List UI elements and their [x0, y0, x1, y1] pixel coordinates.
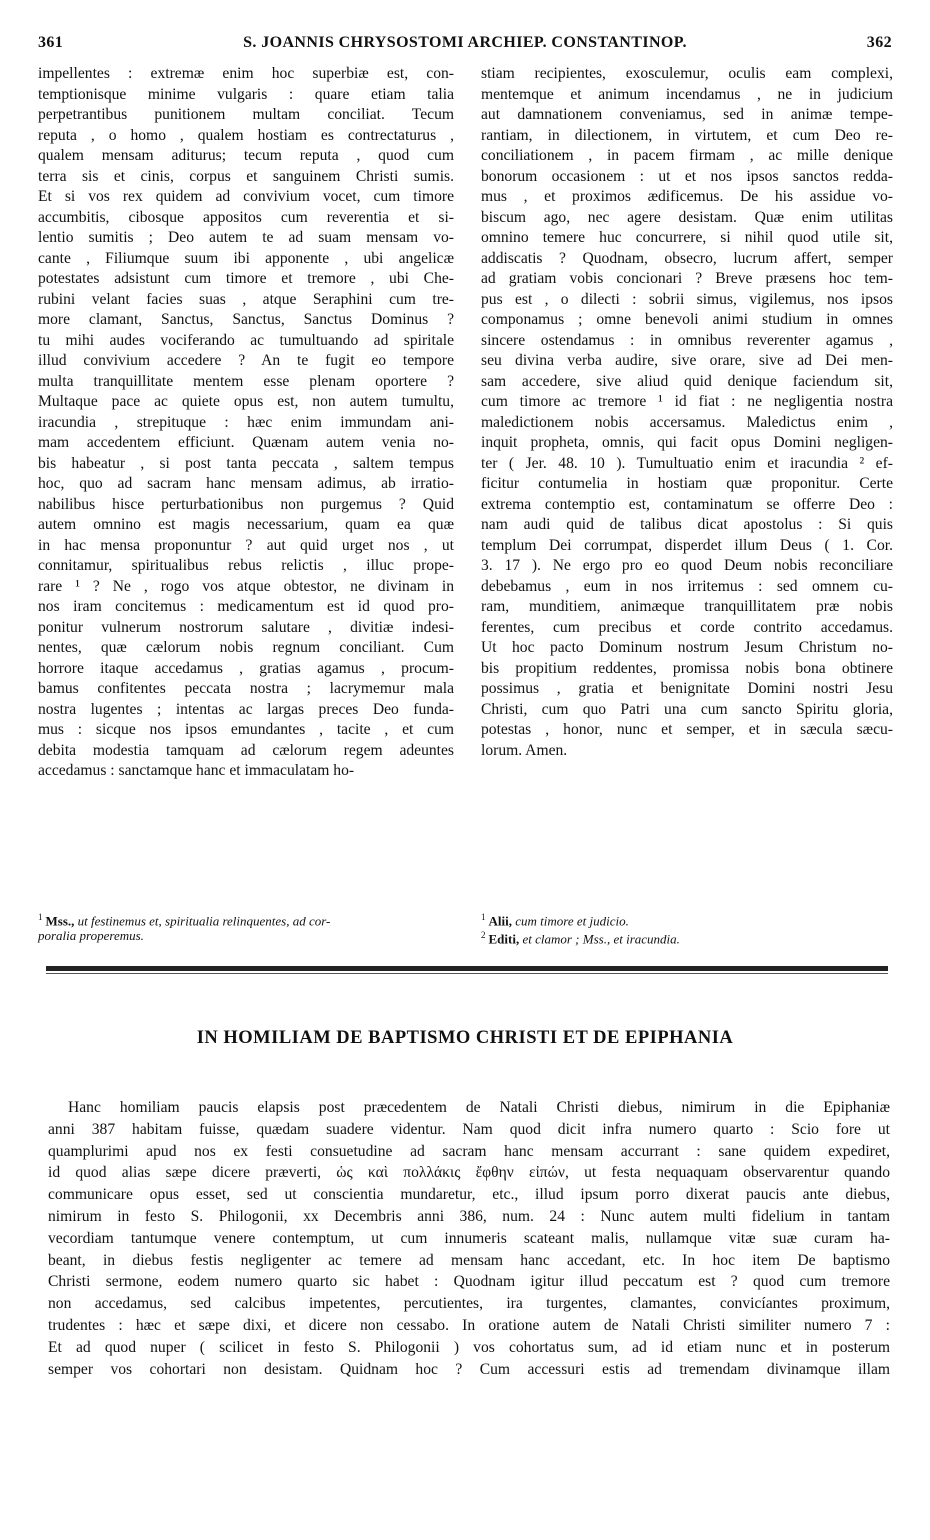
section-divider-thin	[46, 973, 888, 974]
text-line: nostra lugentes ; intentas ac largas preces Deo funda-	[38, 700, 454, 718]
footnote-text: ut festinemus et, spiritualia relinquentes, ad cor-	[77, 913, 331, 929]
section-divider	[46, 966, 888, 971]
text-line: bamus confitentes peccata nostra ; lacrymemur mala	[38, 680, 454, 697]
text-line: inquit propheta, omnis, qui facit opus Domini negligen-	[481, 434, 893, 451]
text-line: nentes, quæ cælorum nobis regnum conciliant. Cum	[38, 639, 454, 656]
text-line: perpetrantibus punitionem multam conciliat. Tecum	[38, 106, 454, 123]
text-line: ferentes, cum precibus et corde contrito accedamus.	[481, 618, 893, 636]
text-line: accumbitis, cibosque appositos cum reverentia et si-	[38, 208, 454, 226]
page-number-right: 362	[866, 34, 892, 51]
intro-line: id quod alias sæpe dicere præverti, ὡς καὶ πολλάκις ἔφθην εἰπών, ut festa nequaquam observarentur quando	[48, 1164, 890, 1182]
text-line: nam audi quid de talibus dicat apostolus : Si quis	[481, 516, 893, 533]
intro-line: non accedamus, sed calcibus impetentes, percutientes, ira turgentes, clamantes, convicíantes proximum,	[48, 1295, 890, 1313]
text-line: Christi, cum quo Patri una cum sancto Spiritu gloria,	[481, 700, 893, 718]
footnote-number: 1	[38, 912, 43, 922]
text-line: cum timore ac tremore ¹ id fiat : ne negligentia nostra	[481, 393, 893, 410]
text-line: sincere ostendamus : in omnibus reverenter agamus ,	[481, 331, 893, 349]
text-line: impellentes : extremæ enim hoc superbiæ est, con-	[38, 65, 454, 82]
text-line: bis propitium reddentes, promissa nobis bona obtinere	[481, 659, 893, 677]
text-line: lorum. Amen.	[481, 741, 568, 759]
text-line: seu divina verba audire, sive orare, sive ad Dei men-	[481, 352, 893, 369]
text-line: aut damnationem conveniamus, sed in animæ tempe-	[481, 106, 893, 123]
right-column	[481, 64, 893, 761]
text-line: componamus ; omne benevoli animi studium in omnes	[481, 311, 893, 328]
text-line: conciliationem , in pacem firmam , ac mille denique	[481, 147, 893, 164]
footnotes-left	[38, 910, 454, 943]
text-line: extrema contemptio est, contaminatum se offerre Deo :	[481, 495, 893, 513]
text-line: iracundia , strepituque : hæc enim immundam ani-	[38, 413, 454, 431]
intro-line: vecordiam tantumque venere contemptum, ut cum innumeris scateant malis, nullamque vitæ suæ curam ha-	[48, 1229, 890, 1247]
text-line: rubini velant facies suas , atque Seraphini cum tre-	[38, 290, 454, 308]
footnote	[481, 928, 893, 946]
text-line: accedamus : sanctamque hanc et immaculatam ho-	[38, 762, 355, 779]
text-line: omnino temere huc concurrere, si nihil quod utile sit,	[481, 229, 893, 246]
footnote	[38, 910, 454, 928]
text-line: debebamus , eum in nos irritemus : sed omnem cu-	[481, 577, 893, 595]
intro-line: nimirum in festo S. Philogonii, xx Decembris anni 386, num. 24 : Nunc autem multi fidelium in tantam	[48, 1207, 890, 1225]
text-line: potestates adsistunt cum timore et tremore , ubi Che-	[38, 270, 454, 287]
text-line: mus , et proximos ædificemus. De his assidue vo-	[481, 188, 893, 205]
text-line: Ut hoc pacto Dominum nostrum Jesum Christum no-	[481, 639, 893, 656]
intro-line: quamplurimi apud nos ex festi consuetudine ad sacram hanc mensam accurrant : sane quidem expediret,	[48, 1142, 890, 1160]
text-line: lentio sumitis ; Deo autem te ad suam mensam vo-	[38, 229, 454, 246]
footnote	[38, 928, 454, 943]
footnote-number: 2	[481, 930, 486, 941]
text-line: horrore itaque accedamus , gratias agamus , procum-	[38, 659, 454, 677]
text-line: more clamant, Sanctus, Sanctus, Sanctus Dominus ?	[38, 311, 454, 328]
text-line: bis habeatur , si post tanta peccata , saltem tempus	[38, 454, 454, 472]
running-title: S. JOANNIS CHRYSOSTOMI ARCHIEP. CONSTANTINOP.	[243, 34, 687, 51]
text-line: ponitur vulnerum nostrorum salutare , divitiæ indesi-	[38, 618, 454, 636]
text-line: mam accedentem efficiunt. Quænam autem venia no-	[38, 434, 454, 451]
text-line: hoc, quo ad sacram hanc mensam adimus, ab irratio-	[38, 475, 454, 492]
text-line: rare ¹ ? Ne , rogo vos atque obtestor, ne divinam in	[38, 577, 454, 595]
intro-line: trudentes : hæc et sæpe dixi, et dicere non cessabo. In oratione autem de Natali Christi similiter numero 7 :	[48, 1316, 890, 1334]
text-line: in hac mensa proponuntur ? aut quid urget nos , ut	[38, 536, 454, 554]
text-line: maledictionem nobis accersamus. Maledictus enim ,	[481, 413, 893, 431]
text-line: terra sis et cinis, corpus et sanguinem Christi sumis.	[38, 167, 454, 185]
text-line: sam accedere, sive aliud quid denique faciendum sit,	[481, 372, 893, 390]
text-line: illud convivium accedere ? An te fugit eo tempore	[38, 352, 454, 369]
intro-line: anni 387 habitam fuisse, quædam suadere videntur. Nam quod dicit infra numero quarto : Scio fore ut	[48, 1120, 890, 1138]
footnote-text: et clamor ; Mss., et iracundia.	[522, 931, 680, 947]
footnotes-right	[481, 910, 893, 947]
text-line: Et si vos rex quidem ad convivium vocet, cum timore	[38, 188, 454, 205]
footnote-source: Mss.,	[45, 913, 78, 929]
text-line: potestas , honor, nunc et semper, et in sæcula sæcu-	[481, 721, 893, 738]
page-number-left: 361	[38, 34, 64, 51]
intro-line: Christi sermone, eodem numero quarto sic habet : Quodnam igitur illud peccatum est ? quod cum tremore	[48, 1273, 890, 1291]
text-line: debita modestia tamquam ad cælorum regem adeuntes	[38, 741, 454, 759]
text-line: possimus , gratia et benignitate Domini nostri Jesu	[481, 680, 893, 697]
page-header	[38, 34, 892, 58]
text-line: autem omnino est magis necessarium, quam ea quæ	[38, 516, 454, 533]
text-line: Multaque pace ac quiete opus est, non autem tumultu,	[38, 393, 454, 410]
text-line: 3. 17 ). Ne ergo pro eo quod Deum nobis reconciliare	[481, 557, 893, 574]
text-line: multa tranquillitate mentem esse plenam oportere ?	[38, 372, 454, 390]
text-line: qualem mensam aditurus; tecum reputa , quod cum	[38, 147, 454, 164]
text-line: bonorum occasionem : ut et nos ipsos sanctos redda-	[481, 167, 893, 185]
text-line: ter ( Jer. 48. 10 ). Tumultuatio enim et iracundia ² ef-	[481, 454, 893, 472]
footnote-source: Editi,	[488, 931, 523, 947]
intro-line: Hanc homiliam paucis elapsis post præcedentem de Natali Christi diebus, nimirum in die Epiphaniæ	[68, 1099, 890, 1116]
intro-line: Et ad quod nuper ( scilicet in festo S. Philogonii ) vos cohortatus sum, ad id etiam nunc et in posterum	[48, 1338, 890, 1356]
text-line: ad gratiam vobis concionari ? Breve præsens hoc tem-	[481, 270, 893, 287]
intro-paragraph	[48, 1097, 890, 1380]
text-line: temptionisque minime vulgaris : quare etiam talia	[38, 85, 454, 103]
text-line: mentemque et animum incendamus , ne in judicium	[481, 85, 893, 103]
footnote-number: 1	[481, 912, 486, 922]
footnote-text: cum timore et judicio.	[515, 913, 629, 929]
text-line: tu mihi audes vociferando ac tumultuando ad spiritale	[38, 331, 454, 349]
text-line: connitamur, spiritualibus rebus relictis , illuc prope-	[38, 557, 454, 574]
text-line: nabilibus hisce perturbationibus non purgemus ? Quid	[38, 495, 454, 513]
text-line: stiam recipientes, exosculemur, oculis eam complexi,	[481, 65, 893, 82]
left-column	[38, 64, 454, 782]
text-line: ficitur contumelia in hostiam quæ proponitur. Certe	[481, 475, 893, 492]
text-line: reputa , o homo , qualem hostiam es contrectaturus ,	[38, 126, 454, 144]
text-line: addiscatis ? Quodnam, obsecro, lucrum affert, semper	[481, 249, 893, 267]
text-line: ram, munditiem, animæque tranquillitatem præ nobis	[481, 598, 893, 615]
text-line: mus : sicque nos ipsos emundantes , tacite , et cum	[38, 721, 454, 738]
intro-line: communicare opus esset, sed ut conscientia mundaretur, etc., illud ipsum porro dixerat paucis ante diebus,	[48, 1186, 890, 1204]
intro-line: semper vos cohortari non desistam. Quidnam hoc ? Cum accessuri estis ad tremendam divinamque illam	[48, 1360, 890, 1378]
text-line: nos iram concitemus : medicamentum est id quod pro-	[38, 598, 454, 615]
footnote-text: poralia properemus.	[38, 928, 144, 944]
text-line: cante , Filiumque suum ibi apponente , ubi angelicæ	[38, 249, 454, 267]
section-title: IN HOMILIAM DE BAPTISMO CHRISTI ET DE EPIPHANIA	[196, 1028, 734, 1048]
text-line: templum Dei corrumpat, disperdet illum Deus ( 1. Cor.	[481, 536, 893, 554]
text-line: biscum ago, nec agere desistam. Quæ enim utilitas	[481, 208, 893, 226]
text-line: rantiam, in dilectionem, in virtutem, et cum Deo re-	[481, 126, 893, 144]
footnote-source: Alii,	[488, 913, 516, 929]
intro-line: beant, in diebus festis negligenter ac temere ad mensam hanc accedant, etc. In hoc item De baptismo	[48, 1251, 890, 1269]
footnote	[481, 910, 893, 928]
text-line: pus est , o dilecti : sobrii simus, vigilemus, nos ipsos	[481, 290, 893, 308]
